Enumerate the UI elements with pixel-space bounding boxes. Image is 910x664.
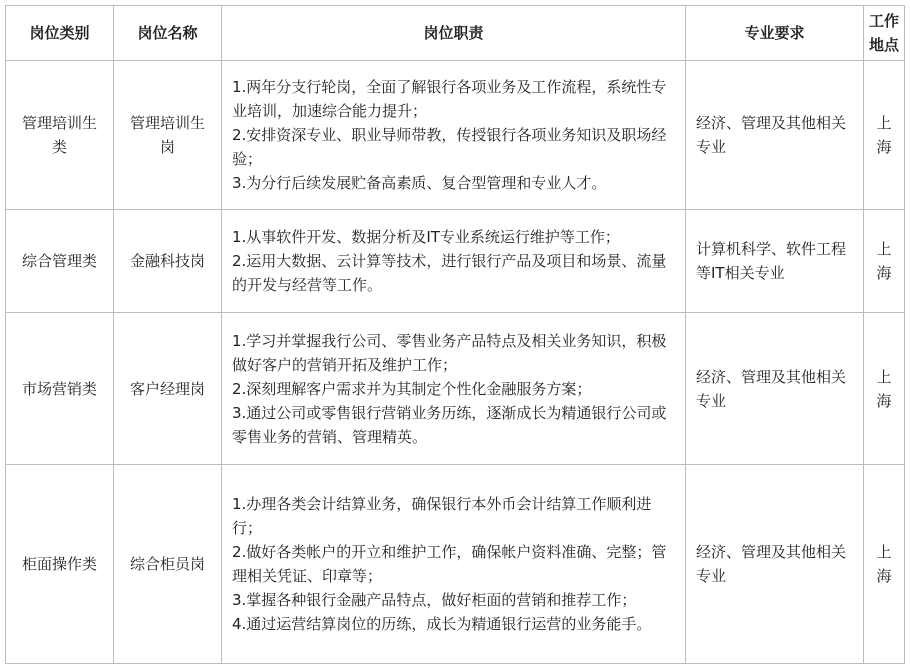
- header-duties: 岗位职责: [222, 6, 686, 61]
- cell-position-name: 客户经理岗: [114, 313, 222, 465]
- duty-item: 1.两年分支行轮岗，全面了解银行各项业务及工作流程，系统性专业培训，加速综合能力提升；: [232, 78, 667, 120]
- table-row: [6, 61, 905, 210]
- header-location: [864, 6, 905, 61]
- cell-location: 上海: [864, 465, 905, 664]
- header-location-line1: 工作: [868, 12, 899, 30]
- header-location-line2: 地点: [868, 36, 899, 54]
- header-position-name: 岗位名称: [114, 6, 222, 61]
- duty-item: 4.通过运营结算岗位的历练，成长为精通银行运营的业务能手。: [232, 615, 652, 633]
- cell-major: 经济、管理及其他相关专业: [686, 313, 864, 465]
- table-row: [6, 465, 905, 664]
- duty-item: 3.掌握各种银行金融产品特点，做好柜面的营销和推荐工作；: [232, 591, 637, 609]
- cell-position-name: 综合柜员岗: [114, 465, 222, 664]
- cell-major: 经济、管理及其他相关专业: [686, 61, 864, 210]
- duty-item: 2.安排资深专业、职业导师带教，传授银行各项业务知识及职场经验；: [232, 126, 667, 168]
- table-header-row: [6, 6, 905, 61]
- duty-item: 3.为分行后续发展贮备高素质、复合型管理和专业人才。: [232, 174, 607, 192]
- table-row: [6, 210, 905, 313]
- table-row: [6, 313, 905, 465]
- cell-position-name: 金融科技岗: [114, 210, 222, 313]
- duty-item: 1.办理各类会计结算业务，确保银行本外币会计结算工作顺利进行；: [232, 495, 652, 537]
- cell-duties: [222, 61, 686, 210]
- cell-category: 综合管理类: [6, 210, 114, 313]
- cell-position-name: 管理培训生岗: [114, 61, 222, 210]
- cell-category: 柜面操作类: [6, 465, 114, 664]
- cell-duties: [222, 465, 686, 664]
- duty-item: 2.运用大数据、云计算等技术，进行银行产品及项目和场景、流量的开发与经营等工作。: [232, 252, 667, 294]
- header-category: 岗位类别: [6, 6, 114, 61]
- duty-item: 2.深刻理解客户需求并为其制定个性化金融服务方案；: [232, 379, 592, 398]
- duty-item: 1.从事软件开发、数据分析及IT专业系统运行维护等工作；: [232, 228, 620, 246]
- duty-item: 2.做好各类帐户的开立和维护工作，确保帐户资料准确、完整；管理相关凭证、印章等；: [232, 543, 667, 585]
- cell-category: 管理培训生类: [6, 61, 114, 210]
- duty-item: 3.通过公司或零售银行营销业务历练，逐渐成长为精通银行公司或零售业务的营销、管理精英。: [232, 403, 667, 446]
- cell-location: 上海: [864, 313, 905, 465]
- cell-major: 经济、管理及其他相关专业: [686, 465, 864, 664]
- job-positions-table: [5, 5, 905, 664]
- cell-major: 计算机科学、软件工程等IT相关专业: [686, 210, 864, 313]
- cell-duties: [222, 210, 686, 313]
- cell-category: 市场营销类: [6, 313, 114, 465]
- cell-location: 上海: [864, 210, 905, 313]
- header-major: 专业要求: [686, 6, 864, 61]
- duty-item: 1.学习并掌握我行公司、零售业务产品特点及相关业务知识，积极做好客户的营销开拓及维护工作；: [232, 331, 667, 374]
- cell-location: 上海: [864, 61, 905, 210]
- cell-duties: [222, 313, 686, 465]
